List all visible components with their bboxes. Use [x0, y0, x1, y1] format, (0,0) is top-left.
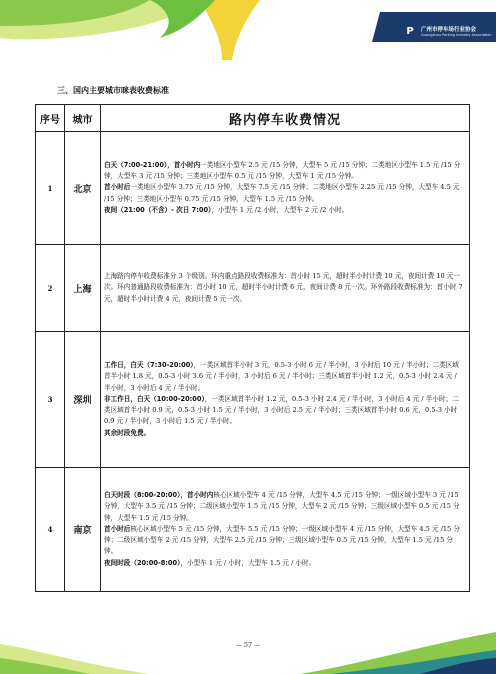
logo-text-en: Guangzhou Parking Industry Association [421, 33, 492, 37]
row-seq: 3 [36, 332, 65, 468]
logo-text-cn: 广州市停车场行业协会 [421, 27, 477, 33]
table-row [36, 332, 470, 468]
row-seq: 1 [36, 132, 65, 245]
header-banner [0, 0, 496, 60]
row-city: 北京 [65, 132, 101, 245]
section-title: 三、国内主要城市咪表收费标准 [57, 86, 169, 95]
fee-line: 上海路内停车收费标准分 3 个级别。环内重点路段收费标准为：首小时 15 元，超时半小时计费 10 元，夜间计费 10 元一次。环内普通路段收费标准为：首小时 10 元，超时半小时计费 6 元，夜间计费 8 元一次。环外路段收费标准为：首小时 7 元，超时半小时计费 4 元，夜间计费 5 元一次。 [104, 272, 463, 303]
row-city: 上海 [65, 245, 101, 332]
parking-logo-icon: P [402, 23, 418, 39]
fee-line: 其余时段免费。 [104, 428, 151, 437]
table-row [36, 132, 470, 245]
row-fee-details [101, 468, 470, 592]
row-fee-details [101, 245, 470, 332]
page-number: — 57 — [235, 641, 261, 649]
fee-line: 非工作日，白天（10:00-20:00），一类区域首半小时 1.2 元，0.5-3 小时 2.4 元 / 半小时，3 小时后 4 元 / 半小时；二类区域首半小时 0.9 元，0.5-3 小时 1.5 元 / 半小时，3 小时后 2.5 元 / 半小时；三类区域首半小时 0.6 元，0.5-3 小时 0.9 元 / 半小时，3 小时后 1.5 元 / 半小时。 [104, 394, 459, 426]
table-header-row [36, 105, 470, 132]
fee-line: 夜间（21:00（不含）- 次日 7:00），小型车 1 元 /2 小时，大型车 2 元 /2 小时。 [104, 205, 349, 214]
header-main: 路内停车收费情况 [101, 105, 470, 132]
header-seq: 序号 [36, 105, 65, 132]
table-row [36, 245, 470, 332]
fee-line: 首小时后一类地区小型车 3.75 元 /15 分钟，大型车 7.5 元 /15 分钟；二类地区小型车 2.25 元 /15 分钟，大型车 4.5 元 /15 分钟；三类地区小型车 0.75 元 /15 分钟，大型车 1.5 元 /15 分钟。 [104, 183, 460, 203]
parking-fee-table [35, 104, 470, 592]
footer-decoration [0, 624, 496, 674]
row-seq: 4 [36, 468, 65, 592]
row-fee-details [101, 332, 470, 468]
row-seq: 2 [36, 245, 65, 332]
fee-line: 首小时后核心区域小型车 5 元 /15 分钟，大型车 5.5 元 /15 分钟；一级区域小型车 4 元 /15 分钟，大型车 4.5 元 /15 分钟；二级区域小型车 2 元 /15 分钟，大型车 2.5 元 /15 分钟；三级区域小型车 0.5 元 /15 分钟，大型车 1.5 元 /15 分钟。 [104, 524, 460, 556]
fee-line: 白天时段（8:00-20:00），首小时内核心区域小型车 4 元 /15 分钟，大型车 4.5 元 /15 分钟；一级区域小型车 3 元 /15 分钟，大型车 3.5 元 /15 分钟；二级区域小型车 1.5 元 /15 分钟，大型车 2 元 /15 分钟；三级区域小型车 0.5 元 /15 分钟，大型车 1.5 元 /15 分钟。 [104, 491, 460, 522]
table-row [36, 468, 470, 592]
fee-line: 白天（7:00-21:00），首小时内一类地区小型车 2.5 元 /15 分钟，大型车 5 元 /15 分钟；二类地区小型车 1.5 元 /15 分钟，大型车 3 元 /15 分钟；三类地区小型车 0.5 元 /15 分钟，大型车 1 元 /15 分钟。 [104, 160, 461, 181]
association-logo [402, 22, 492, 40]
fee-line: 工作日，白天（7:30-20:00），一类区域首半小时 3 元，0.5-3 小时 6 元 / 半小时，3 小时后 10 元 / 半小时；二类区域首半小时 1.8 元，0.5-3 小时 3.6 元 / 半小时，3 小时后 6 元 / 半小时；三类区域首半小时 1.2 元，0.5-3 小时 2.4 元 / 半小时，3 小时后 4 元 / 半小时。 [104, 361, 459, 392]
row-city: 南京 [65, 468, 101, 592]
row-city: 深圳 [65, 332, 101, 468]
row-fee-details [101, 132, 470, 245]
fee-line: 夜间时段（20:00-8:00），小型车 1 元 / 小时，大型车 1.5 元 / 小时。 [104, 558, 316, 567]
header-city: 城市 [65, 105, 101, 132]
